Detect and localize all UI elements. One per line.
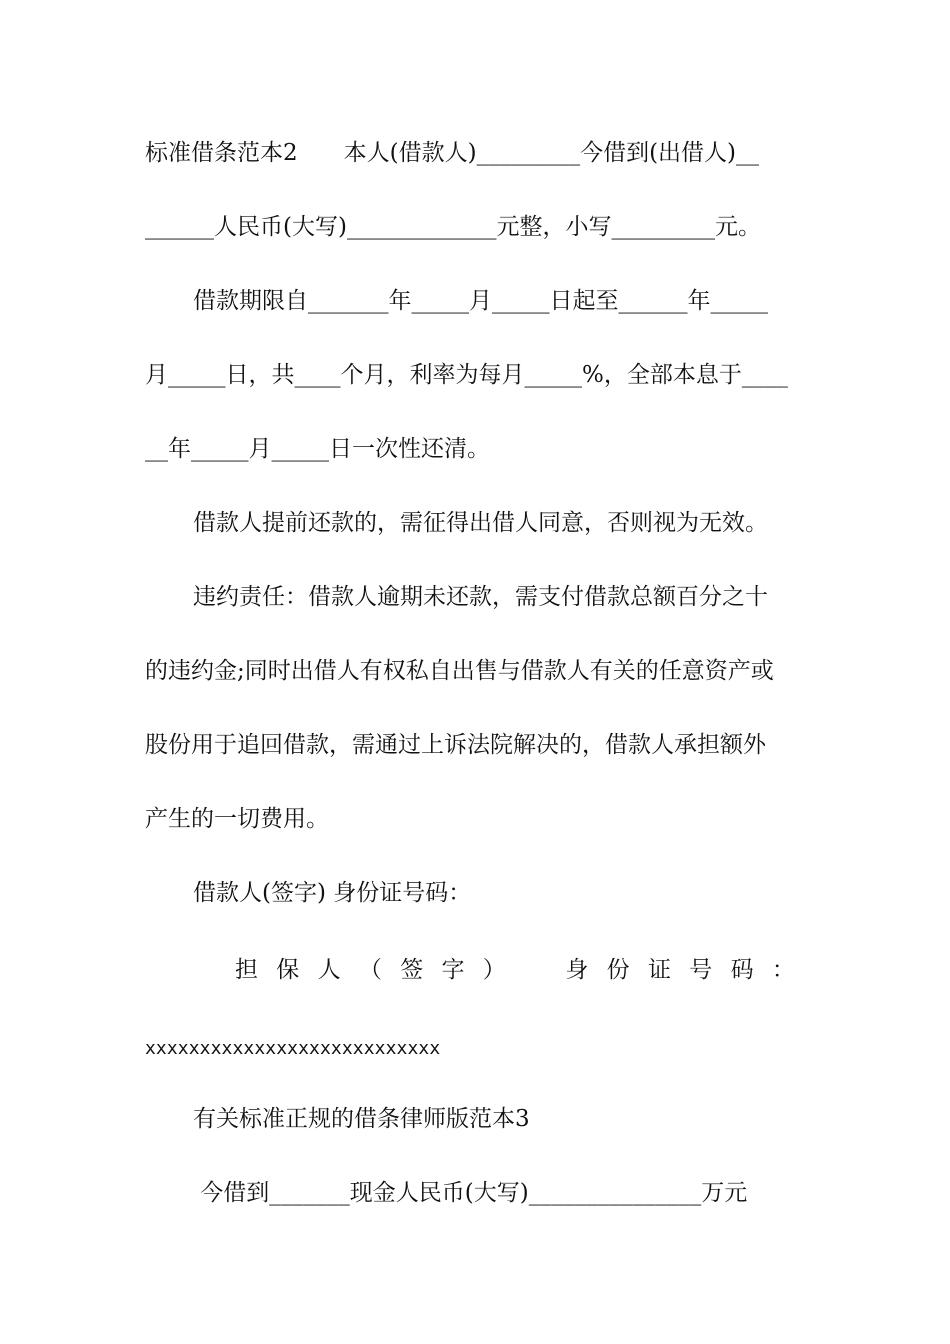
doc-line-6: 借款人提前还款的，需征得出借人同意，否则视为无效。: [193, 510, 768, 536]
doc-line-guarantor-signature: [235, 955, 795, 985]
doc-line-3: 借款期限自_______年_____月_____日起至______年_____: [193, 288, 768, 314]
doc-line-14: 今借到_______现金人民币(大写)_______________万元: [193, 1180, 748, 1206]
guarantor-char: 号: [689, 957, 713, 983]
guarantor-char: 身: [565, 957, 589, 983]
doc-line-7: 违约责任：借款人逾期未还款，需支付借款总额百分之十: [193, 584, 768, 610]
guarantor-char: 人: [317, 957, 341, 983]
guarantor-char: 份: [606, 957, 630, 983]
guarantor-char: 担: [235, 957, 258, 983]
doc-line-borrower-signature: 借款人(签字) 身份证号码：: [193, 880, 472, 906]
guarantor-char: 保: [276, 957, 300, 983]
guarantor-char: 字: [441, 957, 465, 983]
doc-line-10: 产生的一切费用。: [145, 806, 329, 832]
doc-line-section-title: 有关标准正规的借条律师版范本3: [193, 1106, 530, 1132]
doc-line-9: 股份用于追回借款，需通过上诉法院解决的，借款人承担额外: [145, 732, 766, 758]
guarantor-char: （: [358, 957, 382, 983]
guarantor-char: ：: [771, 957, 795, 983]
doc-line-8: 的违约金;同时出借人有权私自出售与借款人有关的任意资产或: [145, 658, 774, 684]
doc-line-2: ______人民币(大写)_____________元整，小写_________元。: [145, 214, 761, 240]
guarantor-char: ）: [482, 957, 506, 983]
doc-line-id-placeholder: xxxxxxxxxxxxxxxxxxxxxxxxxxx: [145, 1038, 441, 1059]
guarantor-char: [524, 955, 547, 985]
guarantor-char: 签: [400, 957, 424, 983]
doc-line-4: 月_____日，共____个月，利率为每月_____%，全部本息于____: [145, 362, 788, 388]
guarantor-char: 证: [647, 957, 671, 983]
doc-line-5: __年_____月_____日一次性还清。: [145, 436, 490, 462]
guarantor-char: 码: [730, 957, 754, 983]
doc-line-1: 标准借条范本2 本人(借款人)_________今借到(出借人)__: [145, 140, 760, 166]
